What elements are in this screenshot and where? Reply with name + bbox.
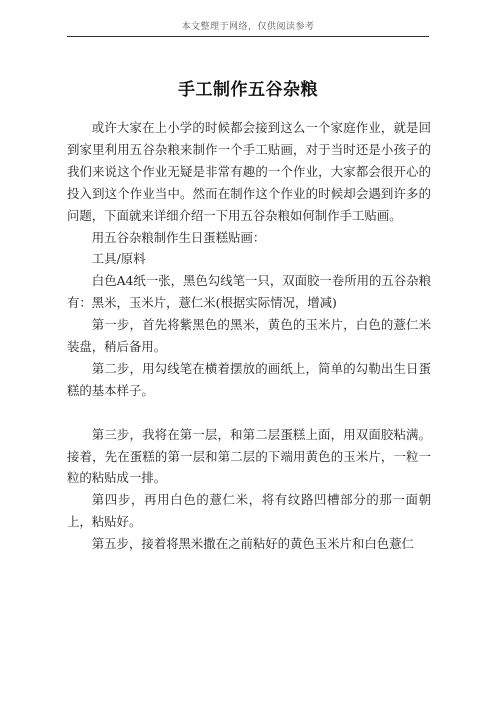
section-heading: 用五谷杂粮制作生日蛋糕贴画： — [91, 229, 266, 245]
materials-paragraph: 白色A4纸一张，黑色勾线笔一只，双面胶一卷所用的五谷杂粮有：黑米，玉米片，薏仁米(根据实际情况，增减) — [67, 273, 431, 311]
document-title: 手工制作五谷杂粮 — [178, 80, 318, 100]
step-1-paragraph: 第一步，首先将紫黑色的黑米，黄色的玉米片，白色的薏仁米装盘，稍后备用。 — [67, 317, 431, 355]
page-header-note: 本文整理于网络，仅供阅读参考 — [181, 22, 315, 32]
step-2-paragraph: 第二步，用勾线笔在横着摆放的画纸上，简单的勾勒出生日蛋糕的基本样子。 — [67, 360, 431, 398]
header-divider — [67, 36, 429, 37]
step-4-paragraph: 第四步，再用白色的薏仁米，将有纹路凹槽部分的那一面朝上，粘贴好。 — [67, 492, 431, 530]
materials-heading: 工具/原料 — [91, 251, 146, 267]
intro-paragraph: 或许大家在上小学的时候都会接到这么一个家庭作业，就是回到家里利用五谷杂粮来制作一个手工贴画，对于当时还是小孩子的我们来说这个作业无疑是非常有趣的一个作业，大家都会很开心的投入到这个作业当中。然而在制作这个作业的时候却会遇到许多的问题，下面就来详细介绍一下用五谷杂粮如何制作手工贴画。 — [67, 120, 431, 223]
step-5-paragraph: 第五步，接着将黑米撒在之前粘好的黄色玉米片和白色薏仁 — [91, 536, 414, 552]
document-body — [67, 117, 431, 555]
step-3-paragraph: 第三步，我将在第一层，和第二层蛋糕上面，用双面胶粘满。接着，先在蛋糕的第一层和第二层的下端用黄色的玉米片，一粒一粒的粘贴成一排。 — [67, 426, 431, 486]
